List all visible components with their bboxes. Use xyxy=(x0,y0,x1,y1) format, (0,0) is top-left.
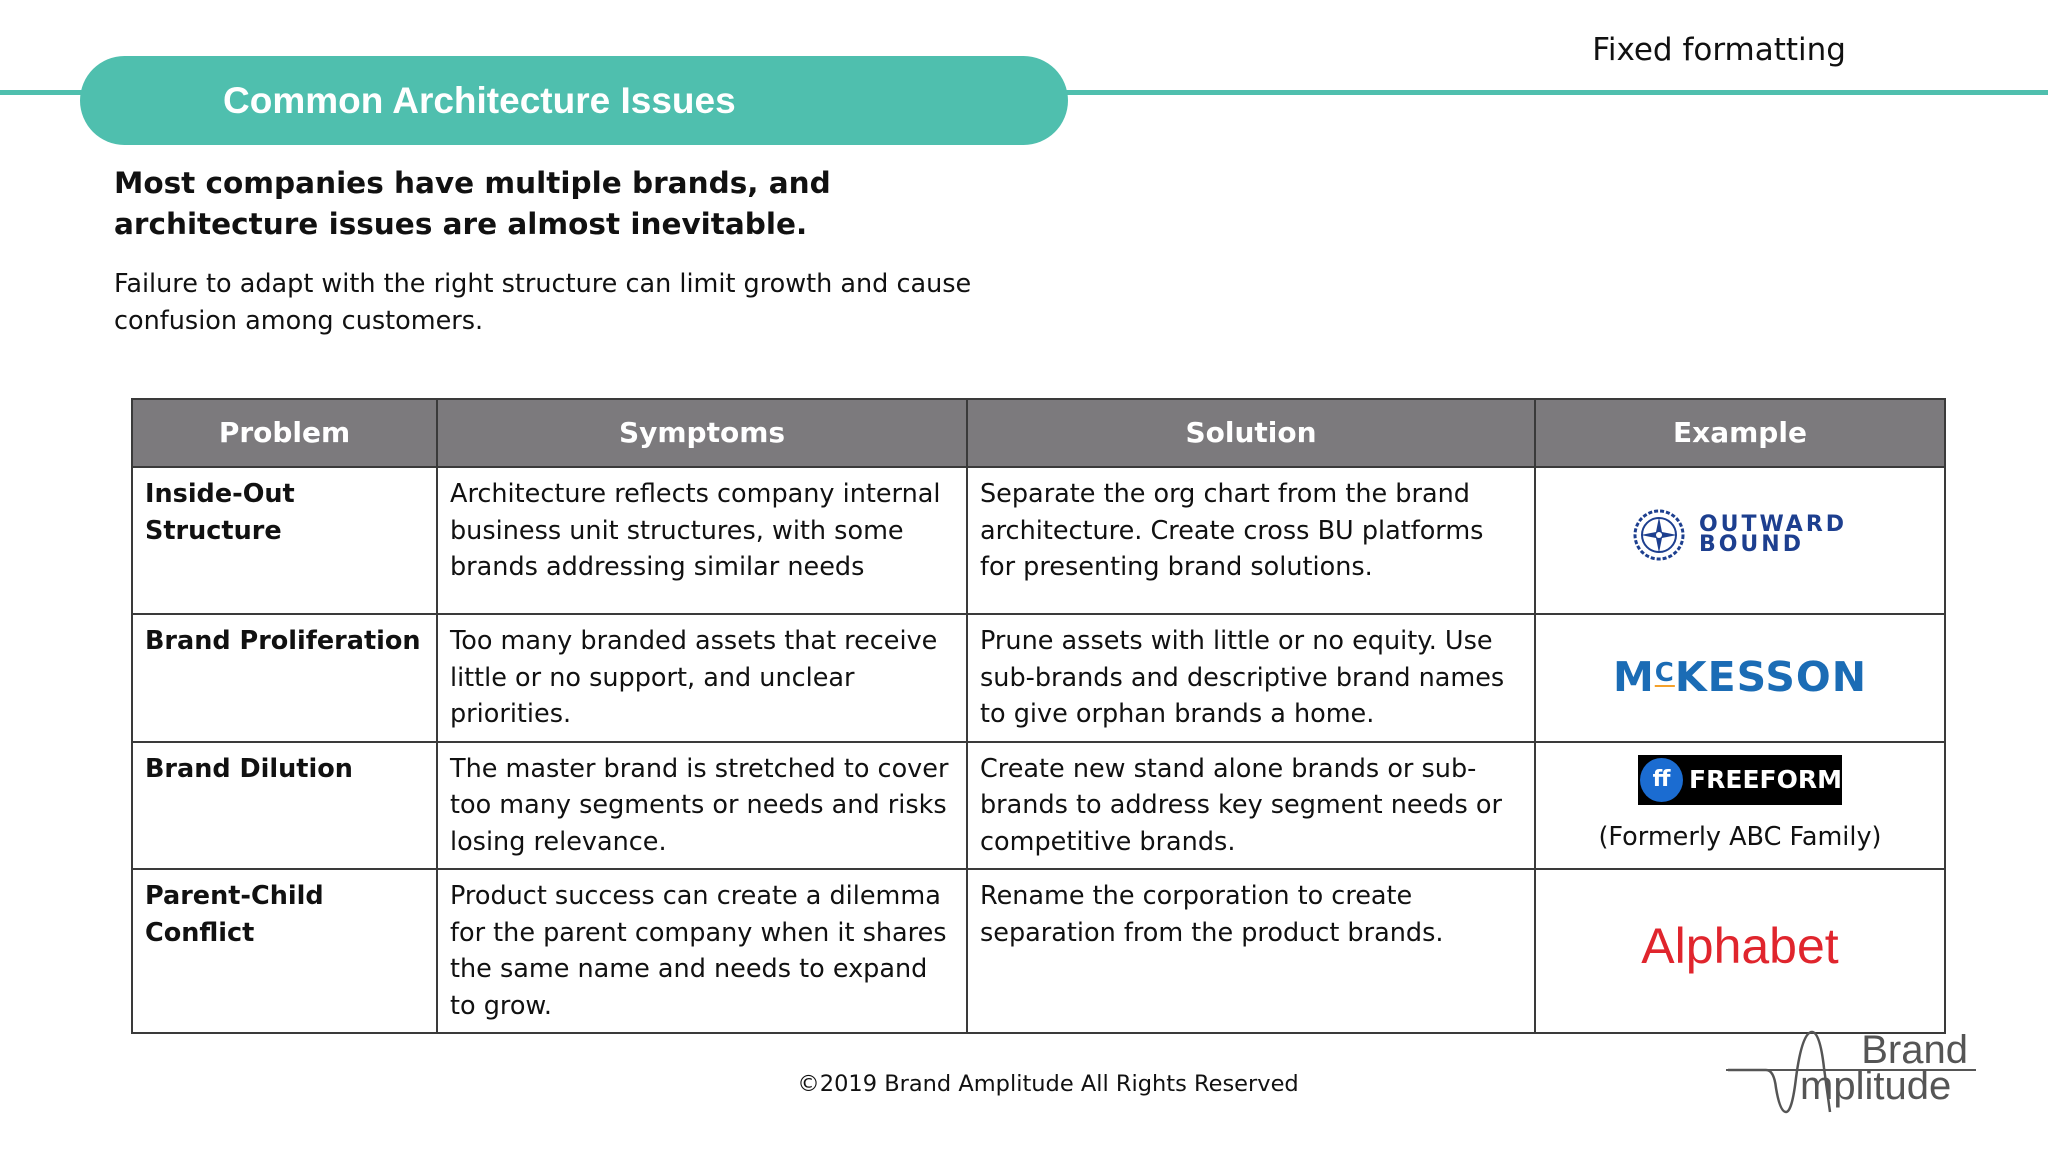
example-cell xyxy=(1535,614,1945,742)
ff-mark-icon: ff xyxy=(1640,758,1683,802)
symptoms-cell: Architecture reflects company internal business unit structures, with some brands addressing similar needs xyxy=(437,467,967,614)
logo-c: C xyxy=(1654,657,1675,688)
example-cell xyxy=(1535,869,1945,1033)
example-note: (Formerly ABC Family) xyxy=(1598,822,1882,852)
status-label: Fixed formatting xyxy=(1592,32,1846,68)
problem-cell: Inside-Out Structure xyxy=(132,467,437,614)
solution-cell: Prune assets with little or no equity. Use sub-brands and descriptive brand names to give orphan brands a home. xyxy=(967,614,1535,742)
title-banner xyxy=(80,56,1068,145)
example-cell xyxy=(1535,742,1945,870)
problem-cell: Brand Dilution xyxy=(132,742,437,870)
solution-cell: Create new stand alone brands or sub-brands to address key segment needs or competitive brands. xyxy=(967,742,1535,870)
logo-text-line2: BOUND xyxy=(1698,532,1804,558)
col-header-problem: Problem xyxy=(132,399,437,467)
problem-cell: Brand Proliferation xyxy=(132,614,437,742)
problem-cell: Parent-Child Conflict xyxy=(132,869,437,1033)
solution-cell: Rename the corporation to create separation from the product brands. xyxy=(967,869,1535,1033)
compass-icon xyxy=(1633,509,1685,561)
logo-m: M xyxy=(1612,652,1655,701)
copyright-footer: ©2019 Brand Amplitude All Rights Reserved xyxy=(797,1071,1299,1097)
issues-table xyxy=(131,398,1946,1034)
symptoms-cell: Too many branded assets that receive little or no support, and unclear priorities. xyxy=(437,614,967,742)
symptoms-cell: The master brand is stretched to cover too many segments or needs and risks losing relevance. xyxy=(437,742,967,870)
mckesson-logo xyxy=(1613,653,1867,701)
table-row xyxy=(132,467,1945,614)
logo-text-line1: OUTWARD xyxy=(1698,512,1848,538)
freeform-wordmark: FREEFORM xyxy=(1689,764,1842,794)
page-title: Common Architecture Issues xyxy=(223,79,736,121)
outward-bound-logo xyxy=(1633,509,1847,561)
col-header-symptoms: Symptoms xyxy=(437,399,967,467)
logo-rest: KESSON xyxy=(1674,652,1868,701)
alphabet-logo: Alphabet xyxy=(1641,918,1839,975)
col-header-solution: Solution xyxy=(967,399,1535,467)
table-row xyxy=(132,869,1945,1033)
freeform-logo xyxy=(1638,755,1842,805)
col-header-example: Example xyxy=(1535,399,1945,467)
lead-text: Most companies have multiple brands, and architecture issues are almost inevitable. xyxy=(114,166,831,241)
sub-text: Failure to adapt with the right structure can limit growth and cause confusion among customers. xyxy=(114,269,972,336)
brand-amplitude-logo xyxy=(1726,1028,1978,1114)
table-row xyxy=(132,614,1945,742)
logo-word-brand: Brand xyxy=(1861,1028,1968,1072)
solution-cell: Separate the org chart from the brand architecture. Create cross BU platforms for presenting brand solutions. xyxy=(967,467,1535,614)
table-header-row xyxy=(132,399,1945,467)
example-cell xyxy=(1535,467,1945,614)
logo-word-amplitude: mplitude xyxy=(1800,1064,1952,1108)
symptoms-cell: Product success can create a dilemma for the parent company when it shares the same name and needs to expand to grow. xyxy=(437,869,967,1033)
table-row xyxy=(132,742,1945,870)
